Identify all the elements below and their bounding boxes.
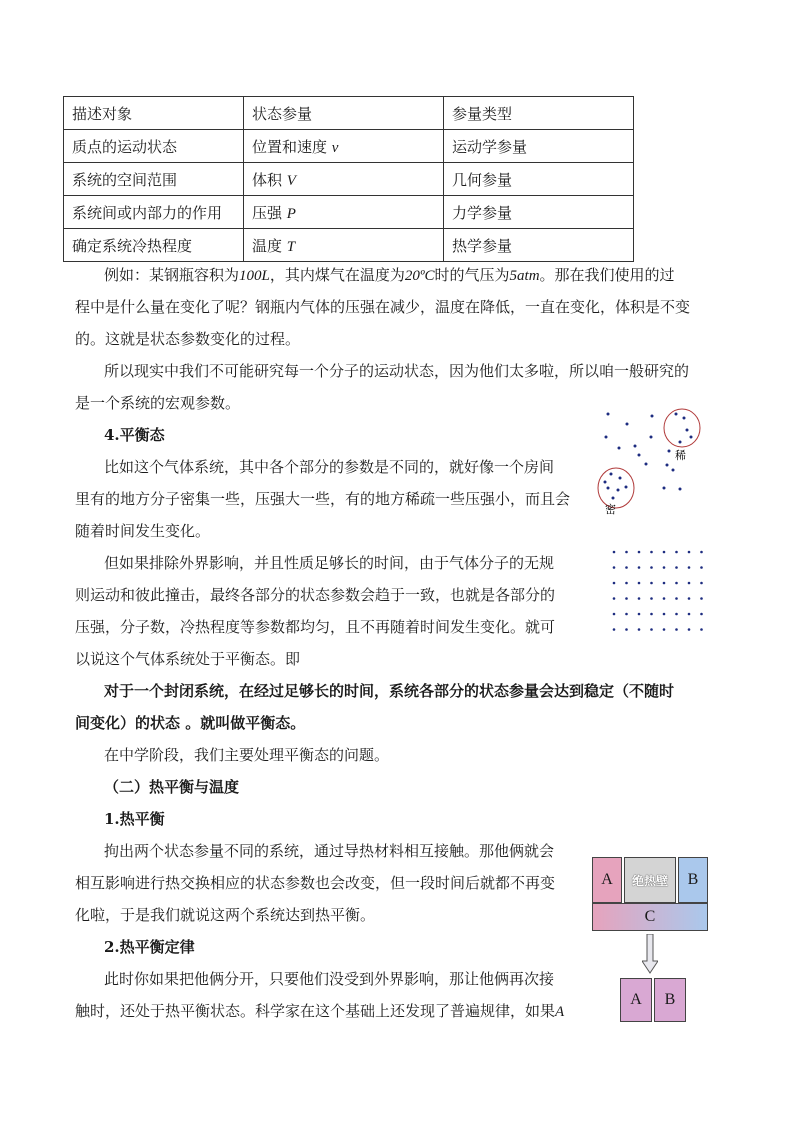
molecule-dot (663, 597, 666, 600)
dense-label: 密 (605, 503, 616, 516)
molecule-dot (650, 613, 653, 616)
table-row (64, 229, 634, 262)
paragraph-line: 拘出两个状态参量不同的系统，通过导热材料相互接触。那他俩就会 (104, 842, 555, 860)
example-line-3: 的。这就是状态参数变化的过程。 (75, 330, 301, 348)
paragraph-line: 但如果排除外界影响，并且性质足够长的时间，由于气体分子的无规 (104, 554, 555, 572)
molecule-dot (613, 582, 616, 585)
molecule-dot (613, 551, 616, 554)
table-cell: 确定系统冷热程度 (64, 229, 244, 262)
molecule-dot (700, 628, 703, 631)
molecule-dot (650, 551, 653, 554)
table-cell (244, 229, 444, 262)
table-header-cell: 参量类型 (444, 97, 634, 130)
molecule-dot (613, 597, 616, 600)
table-header-row (64, 97, 634, 130)
param-symbol: P (286, 205, 296, 222)
molecule-dot (650, 566, 653, 569)
paragraph-line: 随着时间发生变化。 (75, 522, 211, 540)
molecule-dot (638, 613, 641, 616)
molecule-dot (663, 613, 666, 616)
state-parameter-table (63, 96, 634, 262)
molecule-dot (688, 551, 691, 554)
molecule-dot (625, 613, 628, 616)
param-name: 体积 (252, 170, 283, 189)
down-arrow-icon (642, 934, 658, 974)
molecule-dot (625, 582, 628, 585)
system-a-box: A (592, 857, 622, 903)
molecule-dot (650, 628, 653, 631)
table-row (64, 196, 634, 229)
molecule-dot (650, 597, 653, 600)
molecule-dot (688, 582, 691, 585)
table-cell: 质点的运动状态 (64, 130, 244, 163)
example-line-1: 例如：某钢瓶容积为100L，其内煤气在温度为20ºC时的气压为5atm。那在我们使用的过 (104, 266, 675, 284)
molecule-dot (675, 613, 678, 616)
table-cell: 几何参量 (444, 163, 634, 196)
param-symbol: T (286, 238, 296, 255)
molecule-dot (675, 551, 678, 554)
molecule-dot (638, 628, 641, 631)
sparse-label: 稀 (675, 449, 686, 462)
molecule-dot (700, 613, 703, 616)
molecule-dot (675, 582, 678, 585)
paragraph-line: 则运动和彼此撞击，最终各部分的状态参数会趋于一致，也就是各部分的 (75, 586, 556, 604)
heading-equilibrium: 4.平衡态 (104, 426, 165, 444)
molecule-dot (663, 628, 666, 631)
paragraph-line: 相互影响进行热交换相应的状态参数也会改变，但一段时间后就都不再变 (75, 874, 556, 892)
table-row (64, 163, 634, 196)
molecule-dot (613, 628, 616, 631)
paragraph-line: 所以现实中我们不可能研究每一个分子的运动状态，因为他们太多啦，所以咱一般研究的 (104, 362, 690, 380)
section-heading: （二）热平衡与温度 (104, 778, 240, 796)
molecule-dot (675, 566, 678, 569)
molecule-dot (613, 613, 616, 616)
param-name: 位置和速度 (252, 137, 328, 156)
paragraph-line: 在中学阶段，我们主要处理平衡态的问题。 (104, 746, 390, 764)
insulating-wall-box: 绝热壁 (624, 857, 676, 903)
molecule-dot (625, 551, 628, 554)
table-cell (244, 130, 444, 163)
molecule-dot (688, 566, 691, 569)
molecule-dot (638, 566, 641, 569)
table-cell: 运动学参量 (444, 130, 634, 163)
param-name: 温度 (252, 236, 283, 255)
paragraph-line: 里有的地方分子密集一些，压强大一些，有的地方稀疏一些压强小，而且会 (75, 490, 571, 508)
table-cell (244, 196, 444, 229)
molecule-dot (625, 566, 628, 569)
molecule-dot (625, 597, 628, 600)
molecule-dot (688, 628, 691, 631)
paragraph-line: 触时，还处于热平衡状态。科学家在这个基础上还发现了普遍规律，如果A (75, 1002, 565, 1020)
param-name: 压强 (252, 203, 283, 222)
molecule-dot (700, 597, 703, 600)
paragraph-line: 比如这个气体系统，其中各个部分的参数是不同的，就好像一个房间 (104, 458, 555, 476)
molecule-dot (638, 597, 641, 600)
table-cell (244, 163, 444, 196)
heading-thermal-equilibrium: 1.热平衡 (104, 810, 165, 828)
molecule-dot (638, 582, 641, 585)
molecule-dot (700, 551, 703, 554)
molecule-dot (663, 582, 666, 585)
table-cell: 热学参量 (444, 229, 634, 262)
table-cell: 系统的空间范围 (64, 163, 244, 196)
molecule-dot (688, 613, 691, 616)
molecule-dot (675, 628, 678, 631)
molecule-dot (663, 551, 666, 554)
param-symbol: v (331, 139, 339, 156)
heading-thermal-law: 2.热平衡定律 (104, 938, 195, 956)
molecule-dot (625, 628, 628, 631)
uniform-molecule-grid-figure (610, 548, 706, 634)
molecule-dot (675, 597, 678, 600)
definition-line-1: 对于一个封闭系统，在经过足够长的时间，系统各部分的状态参量会达到稳定（不随时 (104, 682, 675, 700)
table-cell: 力学参量 (444, 196, 634, 229)
paragraph-line: 以说这个气体系统处于平衡态。即 (75, 650, 301, 668)
molecule-dot (663, 566, 666, 569)
paragraph-line: 是一个系统的宏观参数。 (75, 394, 241, 412)
dense-region-circle (598, 468, 634, 508)
system-a-box-after: A (620, 978, 652, 1022)
paragraph-line: 此时你如果把他俩分开，只要他们没受到外界影响，那让他俩再次接 (104, 970, 555, 988)
molecule-dot (688, 597, 691, 600)
molecule-dot (700, 582, 703, 585)
molecule-distribution-figure (594, 404, 712, 518)
param-symbol: V (286, 172, 296, 189)
molecule-dot (613, 566, 616, 569)
table-header-cell: 描述对象 (64, 97, 244, 130)
table-row (64, 130, 634, 163)
molecule-dot (638, 551, 641, 554)
system-b-box: B (678, 857, 708, 903)
molecule-dot (650, 582, 653, 585)
system-b-box-after: B (654, 978, 686, 1022)
paragraph-line: 化啦，于是我们就说这两个系统达到热平衡。 (75, 906, 376, 924)
paragraph-line: 压强，分子数，冷热程度等参数都均匀，且不再随着时间发生变化。就可 (75, 618, 556, 636)
definition-line-2: 间变化）的状态 。就叫做平衡态。 (75, 714, 306, 732)
table-header-cell: 状态参量 (244, 97, 444, 130)
table-cell: 系统间或内部力的作用 (64, 196, 244, 229)
system-c-box: C (592, 903, 708, 931)
molecule-dot (700, 566, 703, 569)
sparse-region-circle (664, 409, 700, 447)
example-line-2: 程中是什么量在变化了呢？钢瓶内气体的压强在减少，温度在降低，一直在变化，体积是不变 (75, 298, 691, 316)
